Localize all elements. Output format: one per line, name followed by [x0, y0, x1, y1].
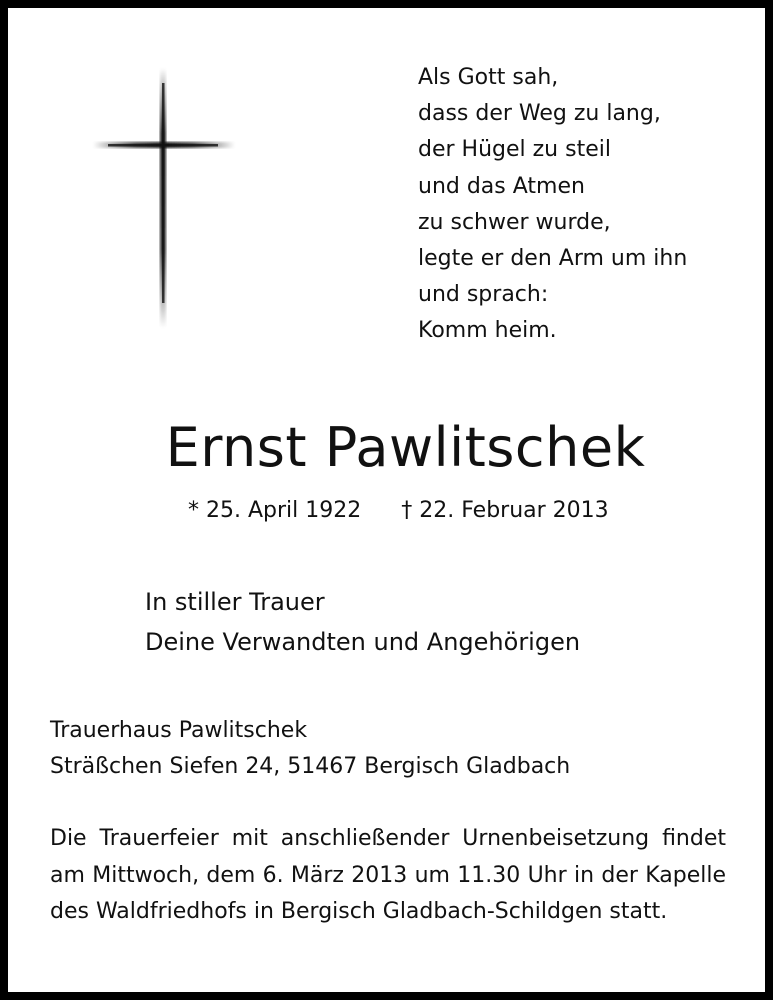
poem [418, 60, 758, 350]
funeral-notice: Die Trauerfeier mit anschließender Urnenbeisetzung findet am Mittwoch, dem 6. März 2013 um 11.30 Uhr in der Kapelle des Waldfriedhofs in Bergisch Gladbach-Schildgen statt. [50, 826, 726, 924]
mourners: Deine Verwandten und Angehörigen [145, 628, 581, 656]
life-dates [188, 496, 609, 526]
poem-line: dass der Weg zu lang, [418, 101, 661, 127]
deceased-name: Ernst Pawlitschek [165, 416, 646, 479]
address-block [50, 713, 570, 785]
street-address: Sträßchen Siefen 24, 51467 Bergisch Gladbach [50, 754, 571, 779]
death-date: † 22. Februar 2013 [401, 498, 609, 523]
poem-line: zu schwer wurde, [418, 209, 611, 235]
poem-line: und das Atmen [418, 173, 585, 199]
cross-icon [88, 63, 238, 333]
poem-line: der Hügel zu steil [418, 137, 611, 163]
poem-line: und sprach: [418, 282, 549, 308]
mourning-line: In stiller Trauer [145, 588, 325, 616]
mourning-block [145, 582, 580, 662]
poem-line: Als Gott sah, [418, 65, 559, 90]
poem-line: Komm heim. [418, 318, 557, 344]
mourning-house: Trauerhaus Pawlitschek [50, 718, 308, 743]
birth-date: * 25. April 1922 [188, 498, 362, 523]
poem-line: legte er den Arm um ihn [418, 246, 688, 272]
